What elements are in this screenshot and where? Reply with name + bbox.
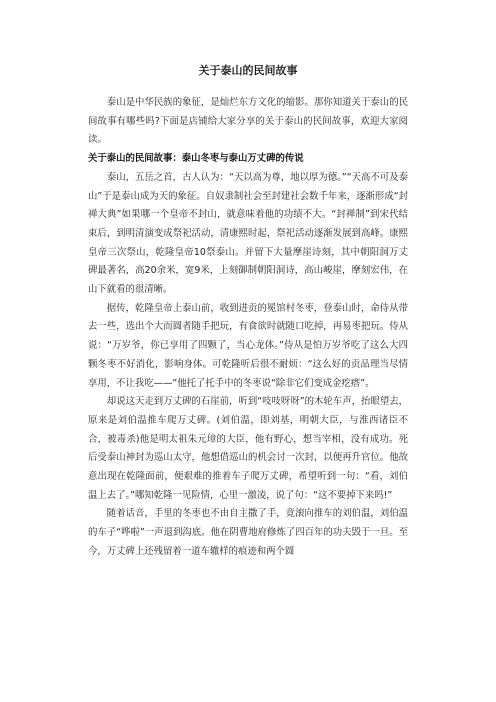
section-heading: 关于泰山的民间故事：泰山冬枣与泰山万丈碑的传说 [88,153,304,165]
intro-paragraph: 泰山是中华民族的象征，是灿烂东方文化的缩影。那你知道关于泰山的民间故事有哪些吗?下面是店铺给大家分享的关于泰山的民间故事，欢迎大家阅读。 [88,97,408,146]
body-paragraph-1: 泰山，五岳之首，古人认为：“天以高为尊，地以厚为德。”“天高不可及泰山”于是泰山成为天的象征。自奴隶制社会至封建社会数千年来，逐渐形成“封禅大典”如果哪一个皇帝不封山，就意味着他的功绩不大。“封禅制”到宋代结束后，到明清演变成祭祀活动，清康熙时起，祭祀活动逐渐发展到高峰。康熙皇帝三次祭山，乾隆皇帝10祭泰山。并留下大量摩崖诗刻，其中朝阳洞万丈碑最著名，高20余米，宽9米，上刻御制朝阳洞诗，高山峻崖，摩刻宏伟，在山下就看的很清晰。 [88,171,408,296]
document-title: 关于泰山的民间故事 [198,64,298,77]
body-paragraph-2: 据传，乾隆皇帝上泰山前，收到进贡的冕馆村冬枣，登泰山时，命侍从带去一些，选出个大而圆者随手把玩，有食欲时就随口吃掉，再易枣把玩。侍从说：“万岁爷，你已享用了四颗了，当心龙体。”侍从是怕万岁爷吃了这么大四颗冬枣不好消化，影响身体。可乾隆听后很不耐烦：“这么好的贡品理当尽情享用，不让我吃——”他托了托手中的冬枣说“除非它们变成金疙瘩”。 [88,302,408,389]
document-body [88,94,408,562]
body-paragraph-3: 却说这天走到万丈碑的石崖前，听到“吱吱呀呀”的木轮车声，抬眼望去，原来是刘伯温推车爬万丈碑。(刘伯温，即刘基，明朝大臣，与淮西诸臣不合，被毒杀)他是明太祖朱元璋的大臣，他有野心，想当宰相，没有成功。死后受泰山神封为巡山太守，他想借巡山的机会讨一次封，以便再升官位。他故意出现在乾隆面前，便艰难的推着车子爬万丈碑，希望听到一句：“看，刘伯温上去了。”哪知乾隆一见险情，心里一激凌，说了句：“这不要掉下来吗!” [88,396,408,501]
body-paragraph-4: 随着话音，手里的冬枣也不由自主撒了手，竟滚向推车的刘伯温，刘伯温的车子“哗啦”一声退到沟底。他在阴曹地府修炼了四百年的功夫毁于一旦。至今，万丈碑上还残留着一道车辙样的痕迹和两个圆 [88,508,408,557]
